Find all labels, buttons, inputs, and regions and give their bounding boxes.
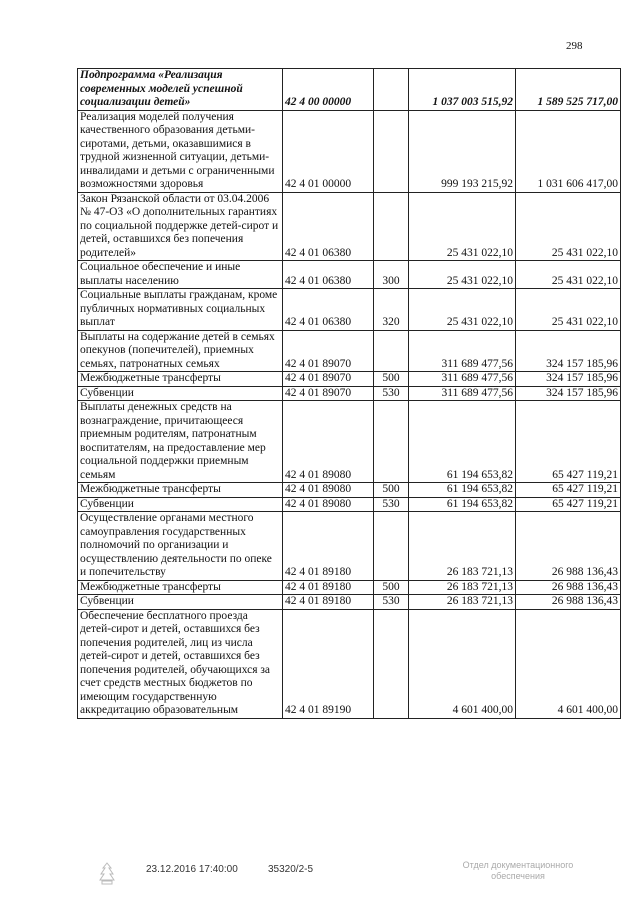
row-expense-type-cell [374, 512, 409, 581]
row-expense-type-cell: 500 [374, 372, 409, 387]
row-amount-2018-cell: 26 988 136,43 [516, 512, 621, 581]
page-number: 298 [566, 40, 583, 52]
row-amount-2018-cell: 1 589 525 717,00 [516, 69, 621, 111]
row-code-cell: 42 4 01 89180 [283, 512, 374, 581]
row-amount-2017-cell: 4 601 400,00 [409, 609, 516, 718]
row-expense-type-cell [374, 110, 409, 192]
table-row [78, 110, 621, 192]
row-code-cell: 42 4 01 89080 [283, 497, 374, 512]
registration-stamp: Отдел документационного обеспечения [462, 860, 574, 881]
row-expense-type-cell [374, 192, 409, 261]
row-amount-2017-cell: 61 194 653,82 [409, 497, 516, 512]
row-name-cell: Осуществление органами местного самоуправления государственных полномочий по организации и осуществлению деятельности по опеке и попечительству [78, 512, 283, 581]
row-code-cell: 42 4 01 06380 [283, 192, 374, 261]
row-amount-2017-cell: 26 183 721,13 [409, 595, 516, 610]
row-amount-2018-cell: 65 427 119,21 [516, 401, 621, 483]
row-name-cell: Субвенции [78, 595, 283, 610]
row-expense-type-cell: 300 [374, 261, 409, 289]
footer-timestamp: 23.12.2016 17:40:00 [146, 864, 238, 875]
row-amount-2017-cell: 25 431 022,10 [409, 261, 516, 289]
row-code-cell: 42 4 01 89190 [283, 609, 374, 718]
row-name-cell: Закон Рязанской области от 03.04.2006 № 47-ОЗ «О дополнительных гарантиях по социальной поддержке детей-сирот и детей, оставшихся без попечения родителей» [78, 192, 283, 261]
subprogram-heading-row [78, 69, 621, 111]
row-name-cell: Реализация моделей получения качественного образования детьми-сиротами, детьми, оказавшимися в трудной жизненной ситуации, детьми-инвалидами и детьми с ограниченными возможностями здоровья [78, 110, 283, 192]
row-name-cell: Субвенции [78, 497, 283, 512]
row-amount-2017-cell: 61 194 653,82 [409, 401, 516, 483]
row-amount-2018-cell: 4 601 400,00 [516, 609, 621, 718]
row-amount-2018-cell: 25 431 022,10 [516, 261, 621, 289]
table-row [78, 192, 621, 261]
row-amount-2017-cell: 25 431 022,10 [409, 289, 516, 331]
table-row [78, 512, 621, 581]
row-amount-2018-cell: 65 427 119,21 [516, 497, 621, 512]
row-amount-2018-cell: 26 988 136,43 [516, 595, 621, 610]
row-amount-2018-cell: 65 427 119,21 [516, 483, 621, 498]
row-amount-2017-cell: 1 037 003 515,92 [409, 69, 516, 111]
row-name-cell: Субвенции [78, 386, 283, 401]
row-amount-2017-cell: 311 689 477,56 [409, 386, 516, 401]
row-code-cell: 42 4 01 89080 [283, 401, 374, 483]
row-code-cell: 42 4 01 06380 [283, 261, 374, 289]
table-row [78, 330, 621, 372]
row-amount-2017-cell: 26 183 721,13 [409, 512, 516, 581]
row-name-cell: Подпрограмма «Реализация современных моделей успешной социализации детей» [78, 69, 283, 111]
table-row [78, 497, 621, 512]
row-amount-2018-cell: 25 431 022,10 [516, 289, 621, 331]
row-code-cell: 42 4 01 89070 [283, 372, 374, 387]
row-amount-2018-cell: 1 031 606 417,00 [516, 110, 621, 192]
row-amount-2017-cell: 311 689 477,56 [409, 372, 516, 387]
row-expense-type-cell [374, 330, 409, 372]
row-code-cell: 42 4 01 06380 [283, 289, 374, 331]
row-amount-2018-cell: 25 431 022,10 [516, 192, 621, 261]
row-name-cell: Межбюджетные трансферты [78, 580, 283, 595]
row-amount-2018-cell: 26 988 136,43 [516, 580, 621, 595]
row-amount-2017-cell: 311 689 477,56 [409, 330, 516, 372]
row-name-cell: Межбюджетные трансферты [78, 483, 283, 498]
budget-table-body [78, 69, 621, 719]
row-code-cell: 42 4 01 89070 [283, 330, 374, 372]
row-code-cell: 42 4 01 89180 [283, 580, 374, 595]
row-code-cell: 42 4 01 89080 [283, 483, 374, 498]
row-name-cell: Социальные выплаты гражданам, кроме публичных нормативных социальных выплат [78, 289, 283, 331]
row-name-cell: Социальное обеспечение и иные выплаты населению [78, 261, 283, 289]
row-expense-type-cell [374, 609, 409, 718]
row-name-cell: Выплаты денежных средств на вознаграждение, причитающееся приемным родителям, патронатным воспитателям, на предоставление мер социальной поддержки приемным семьям [78, 401, 283, 483]
row-expense-type-cell: 530 [374, 595, 409, 610]
row-expense-type-cell [374, 401, 409, 483]
row-amount-2017-cell: 999 193 215,92 [409, 110, 516, 192]
table-row [78, 386, 621, 401]
table-row [78, 289, 621, 331]
row-expense-type-cell [374, 69, 409, 111]
page-footer [0, 860, 640, 900]
row-expense-type-cell: 320 [374, 289, 409, 331]
row-amount-2017-cell: 25 431 022,10 [409, 192, 516, 261]
row-name-cell: Выплаты на содержание детей в семьях опекунов (попечителей), приемных семьях, патронатных семьях [78, 330, 283, 372]
row-amount-2017-cell: 26 183 721,13 [409, 580, 516, 595]
row-amount-2018-cell: 324 157 185,96 [516, 386, 621, 401]
footer-document-number: 35320/2-5 [268, 864, 314, 875]
row-name-cell: Межбюджетные трансферты [78, 372, 283, 387]
row-expense-type-cell: 530 [374, 497, 409, 512]
budget-table [77, 68, 621, 719]
row-amount-2017-cell: 61 194 653,82 [409, 483, 516, 498]
table-row [78, 580, 621, 595]
row-name-cell: Обеспечение бесплатного проезда детей-сирот и детей, оставшихся без попечения родителей, лиц из числа детей-сирот и детей, оставшихся без попечения родителей, обучающихся за счет средств местных бюджетов по имеющим государственную аккредитацию образовательным [78, 609, 283, 718]
table-row [78, 401, 621, 483]
row-code-cell: 42 4 01 89180 [283, 595, 374, 610]
table-row [78, 372, 621, 387]
row-expense-type-cell: 500 [374, 580, 409, 595]
coat-of-arms-icon [93, 860, 121, 888]
row-code-cell: 42 4 01 00000 [283, 110, 374, 192]
row-expense-type-cell: 530 [374, 386, 409, 401]
row-amount-2018-cell: 324 157 185,96 [516, 372, 621, 387]
table-row [78, 483, 621, 498]
row-amount-2018-cell: 324 157 185,96 [516, 330, 621, 372]
row-code-cell: 42 4 00 00000 [283, 69, 374, 111]
table-row [78, 609, 621, 718]
row-code-cell: 42 4 01 89070 [283, 386, 374, 401]
table-row [78, 595, 621, 610]
row-expense-type-cell: 500 [374, 483, 409, 498]
table-row [78, 261, 621, 289]
